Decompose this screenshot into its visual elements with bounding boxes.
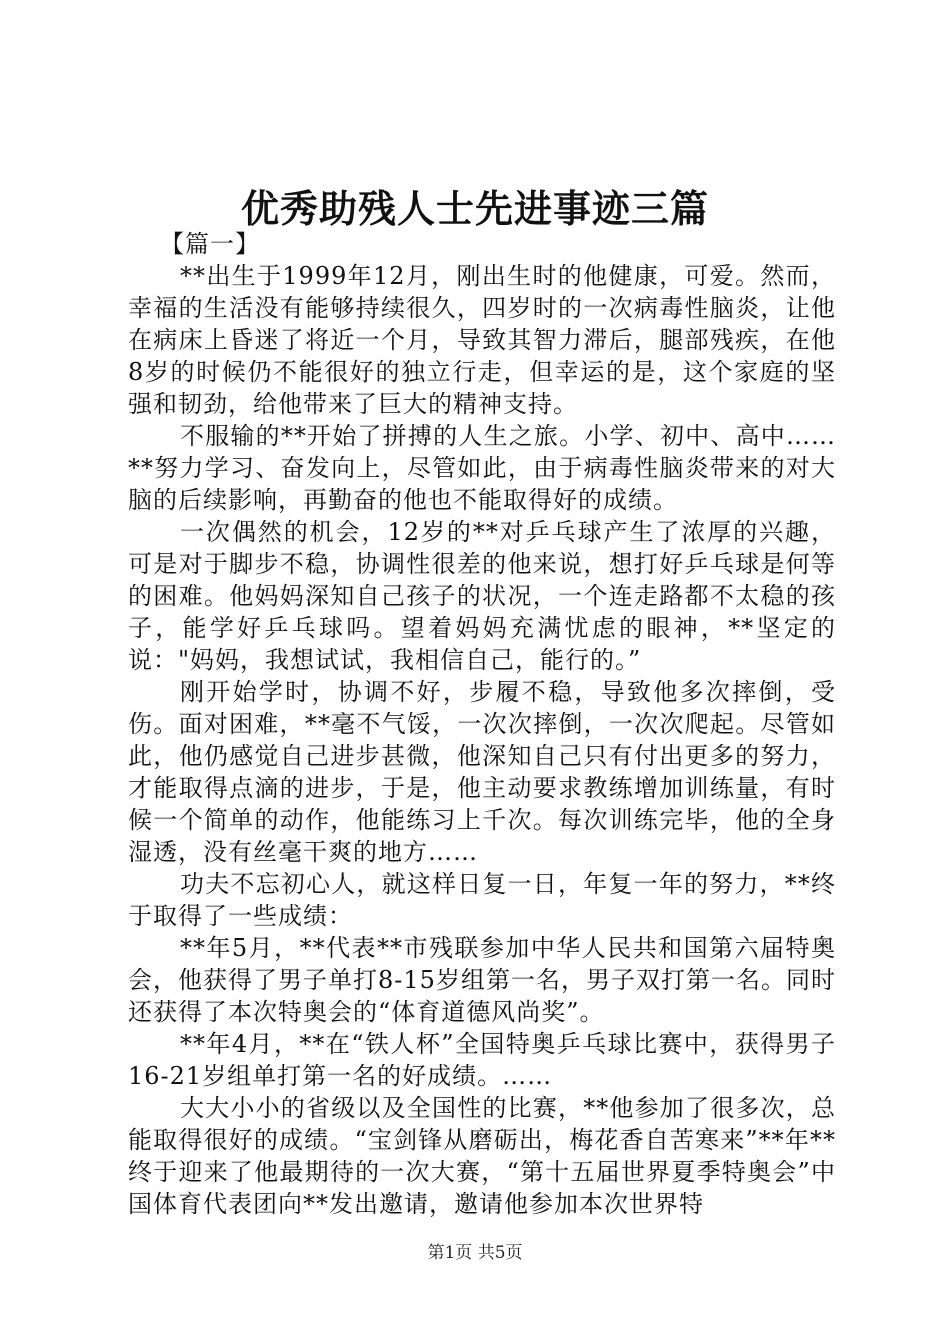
paragraph-6: **年5月，**代表**市残联参加中华人民共和国第六届特奥会，他获得了男子单打8-15岁组第一名，男子双打第一名。同时还获得了本次特奥会的“体育道德风尚奖”。 (128, 934, 836, 1026)
paragraph-7: **年4月，**在“铁人杯”全国特奥乒乓球比赛中，获得男子16-21岁组单打第一名的好成绩。…… (128, 1030, 836, 1090)
paragraph-2: 不服输的**开始了拼搏的人生之旅。小学、初中、高中……**努力学习、奋发向上，尽管如此，由于病毒性脑炎带来的对大脑的后续影响，再勤奋的他也不能取得好的成绩。 (128, 422, 836, 514)
paragraph-1: **出生于1999年12月，刚出生时的他健康，可爱。然而，幸福的生活没有能够持续很久，四岁时的一次病毒性脑炎，让他在病床上昏迷了将近一个月，导致其智力滞后，腿部残疾，在他8岁的时候仍不能很好的独立行走，但幸运的是，这个家庭的坚强和韧劲，给他带来了巨大的精神支持。 (128, 262, 836, 418)
paragraph-5: 功夫不忘初心人，就这样日复一日，年复一年的努力，**终于取得了一些成绩： (128, 870, 836, 930)
paragraph-8: 大大小小的省级以及全国性的比赛，**他参加了很多次，总能取得很好的成绩。“宝剑锋从磨砺出，梅花香自苦寒来”**年**终于迎来了他最期待的一次大赛，“第十五届世界夏季特奥会”中国体育代表团向**发出邀请，邀请他参加本次世界特 (128, 1094, 836, 1218)
page-footer: 第1页 共5页 (427, 1243, 523, 1263)
section-label: 【篇一】 (160, 230, 260, 258)
paragraph-4: 刚开始学时，协调不好，步履不稳，导致他多次摔倒，受伤。面对困难，**毫不气馁，一次次摔倒，一次次爬起。尽管如此，他仍感觉自己进步甚微，他深知自己只有付出更多的努力，才能取得点滴的进步，于是，他主动要求教练增加训练量，有时候一个简单的动作，他能练习上千次。每次训练完毕，他的全身湿透，没有丝毫干爽的地方…… (128, 678, 836, 866)
paragraph-3: 一次偶然的机会，12岁的**对乒乓球产生了浓厚的兴趣，可是对于脚步不稳，协调性很差的他来说，想打好乒乓球是何等的困难。他妈妈深知自己孩子的状况，一个连走路都不太稳的孩子，能学好乒乓球吗。望着妈妈充满忧虑的眼神，**坚定的说："妈妈，我想试试，我相信自己，能行的。” (128, 518, 836, 674)
document-title: 优秀助残人士先进事迹三篇 (240, 186, 709, 231)
document-body (128, 228, 836, 1220)
